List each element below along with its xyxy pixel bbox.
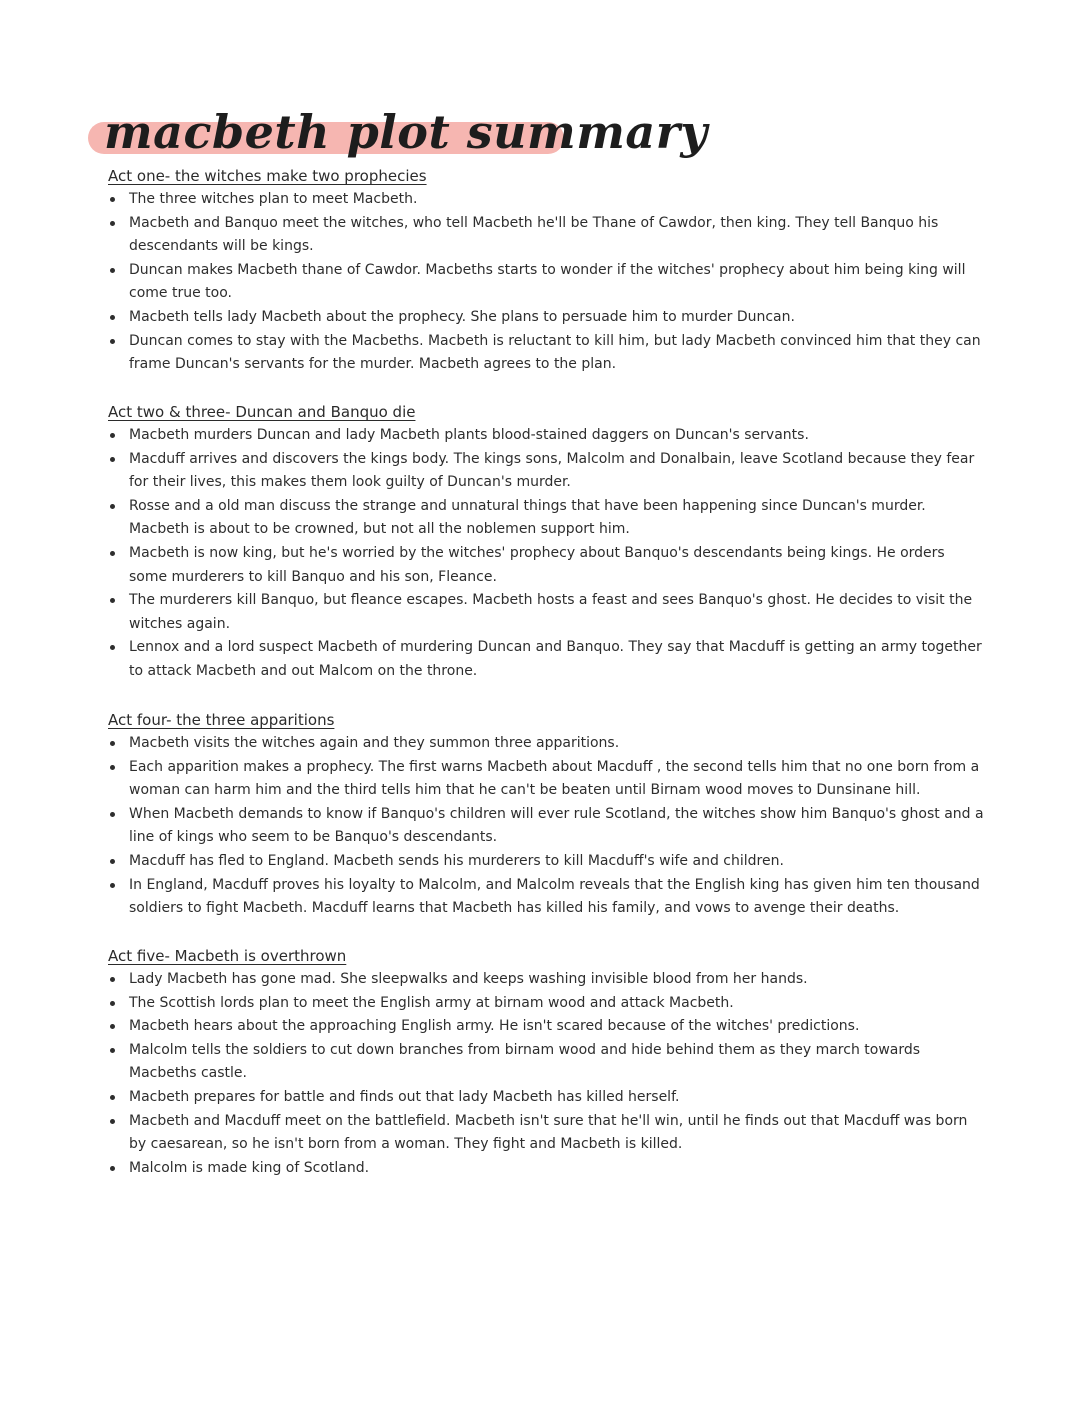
list-item-text: Macduff has fled to England. Macbeth sends his murderers to kill Macduff's wife and children. bbox=[129, 852, 784, 869]
list-item bbox=[106, 732, 986, 756]
bullet-icon bbox=[110, 339, 115, 344]
list-item-text: Macbeth is now king, but he's worried by the witches' prophecy about Banquo's descendants being kings. He orders some murderers to kill Banquo and his son, Fleance. bbox=[129, 544, 945, 585]
list-item-text: Macbeth visits the witches again and they summon three apparitions. bbox=[129, 735, 620, 751]
title-block bbox=[88, 100, 708, 170]
list-item-text: In England, Macduff proves his loyalty to Malcolm, and Malcolm reveals that the English king has given him ten thousand soldiers to fight Macbeth. Macduff learns that Macbeth has killed his family, and vows to avenge their deaths. bbox=[129, 876, 980, 917]
list-item-text: Each apparition makes a prophecy. The first warns Macbeth about Macduff , the second tells him that no one born from a woman can harm him and the third tells him that he can't be beaten until Birnam wood moves to Dunsinane hill. bbox=[129, 758, 980, 799]
list-item-text: Rosse and a old man discuss the strange and unnatural things that have been happening since Duncan's murder. Macbeth is about to be crowned, but not all the noblemen support him. bbox=[129, 497, 926, 538]
bullet-icon bbox=[110, 457, 115, 462]
list-item-text: Macbeth and Macduff meet on the battlefield. Macbeth isn't sure that he'll win, until he finds out that Macduff was born by caesarean, so he isn't born from a woman. They fight and Macbeth is killed. bbox=[129, 1112, 968, 1153]
list-item bbox=[106, 188, 986, 212]
list-item-text: Macduff arrives and discovers the kings body. The kings sons, Malcolm and Donalbain, leave Scotland because they fear for their lives, this makes them look guilty of Duncan's murder. bbox=[129, 450, 975, 491]
list-item bbox=[106, 1086, 986, 1110]
bullet-icon bbox=[110, 504, 115, 509]
bullet-icon bbox=[110, 1048, 115, 1053]
list-item bbox=[106, 968, 986, 992]
section-heading: Act five- Macbeth is overthrown bbox=[108, 947, 347, 965]
list-item bbox=[106, 1110, 986, 1157]
bullet-icon bbox=[110, 1119, 115, 1124]
bullet-icon bbox=[110, 551, 115, 556]
section-heading: Act four- the three apparitions bbox=[108, 711, 335, 729]
bullet-icon bbox=[110, 741, 115, 746]
list-item bbox=[106, 212, 986, 259]
bullet-icon bbox=[110, 812, 115, 817]
bullet-icon bbox=[110, 765, 115, 770]
page-title: macbeth plot summary bbox=[104, 105, 708, 159]
list-item-text: The Scottish lords plan to meet the English army at birnam wood and attack Macbeth. bbox=[129, 994, 734, 1011]
list-item bbox=[106, 1015, 986, 1039]
list-item-text: When Macbeth demands to know if Banquo's children will ever rule Scotland, the witches show him Banquo's ghost and a line of kings who seem to be Banquo's descendants. bbox=[129, 805, 984, 846]
list-item-text: Macbeth murders Duncan and lady Macbeth plants blood-stained daggers on Duncan's servants. bbox=[129, 427, 809, 443]
bullet-icon bbox=[110, 645, 115, 650]
section-act-two-three bbox=[106, 400, 986, 684]
list-item bbox=[106, 803, 986, 850]
list-item-text: Duncan comes to stay with the Macbeths. Macbeth is reluctant to kill him, but lady Macbeth convinced him that they can frame Duncan's servants for the murder. Macbeth agrees to the plan. bbox=[129, 332, 981, 373]
bullet-icon bbox=[110, 883, 115, 888]
bullet-icon bbox=[110, 1095, 115, 1100]
list-item-text: Duncan makes Macbeth thane of Cawdor. Macbeths starts to wonder if the witches' prophecy about him being king will come true too. bbox=[129, 261, 966, 302]
section-act-five bbox=[106, 944, 986, 1180]
bullet-icon bbox=[110, 1166, 115, 1171]
bullet-icon bbox=[110, 268, 115, 273]
bullet-icon bbox=[110, 598, 115, 603]
list-item bbox=[106, 259, 986, 306]
list-item bbox=[106, 850, 986, 874]
list-item bbox=[106, 1157, 986, 1181]
section-heading: Act one- the witches make two prophecies bbox=[108, 167, 427, 185]
list-item bbox=[106, 495, 986, 542]
bullet-icon bbox=[110, 859, 115, 864]
list-item-text: Macbeth tells lady Macbeth about the prophecy. She plans to persuade him to murder Duncan. bbox=[129, 308, 795, 325]
list-item-text: Macbeth hears about the approaching English army. He isn't scared because of the witches' predictions. bbox=[129, 1018, 860, 1035]
list-item-text: Malcolm tells the soldiers to cut down branches from birnam wood and hide behind them as they march towards Macbeths castle. bbox=[129, 1041, 921, 1082]
list-item bbox=[106, 542, 986, 589]
bullet-list bbox=[106, 188, 986, 377]
list-item-text: Macbeth and Banquo meet the witches, who tell Macbeth he'll be Thane of Cawdor, then king. They tell Banquo his descendants will be kings. bbox=[129, 214, 939, 255]
list-item-text: The three witches plan to meet Macbeth. bbox=[129, 191, 418, 207]
bullet-list bbox=[106, 732, 986, 921]
list-item bbox=[106, 1039, 986, 1086]
list-item-text: Lennox and a lord suspect Macbeth of murdering Duncan and Banquo. They say that Macduff is getting an army together to attack Macbeth and out Malcom on the throne. bbox=[129, 639, 982, 679]
bullet-icon bbox=[110, 315, 115, 320]
list-item bbox=[106, 448, 986, 495]
list-item bbox=[106, 756, 986, 803]
bullet-icon bbox=[110, 1001, 115, 1006]
bullet-icon bbox=[110, 197, 115, 202]
list-item-text: Malcolm is made king of Scotland. bbox=[129, 1159, 370, 1176]
section-act-one bbox=[106, 164, 986, 377]
list-item bbox=[106, 589, 986, 636]
bullet-icon bbox=[110, 221, 115, 226]
bullet-icon bbox=[110, 1024, 115, 1029]
bullet-icon bbox=[110, 977, 115, 982]
section-act-four bbox=[106, 708, 986, 921]
bullet-list bbox=[106, 968, 986, 1180]
list-item bbox=[106, 424, 986, 448]
list-item-text: Macbeth prepares for battle and finds out that lady Macbeth has killed herself. bbox=[129, 1088, 680, 1105]
list-item bbox=[106, 306, 986, 330]
bullet-icon bbox=[110, 433, 115, 438]
list-item bbox=[106, 874, 986, 921]
bullet-list bbox=[106, 424, 986, 684]
list-item bbox=[106, 636, 986, 683]
list-item-text: The murderers kill Banquo, but fleance escapes. Macbeth hosts a feast and sees Banquo's ghost. He decides to visit the witches again. bbox=[129, 592, 973, 632]
list-item bbox=[106, 330, 986, 377]
section-heading: Act two & three- Duncan and Banquo die bbox=[108, 403, 416, 421]
list-item bbox=[106, 992, 986, 1016]
list-item-text: Lady Macbeth has gone mad. She sleepwalks and keeps washing invisible blood from her hands. bbox=[129, 971, 808, 987]
